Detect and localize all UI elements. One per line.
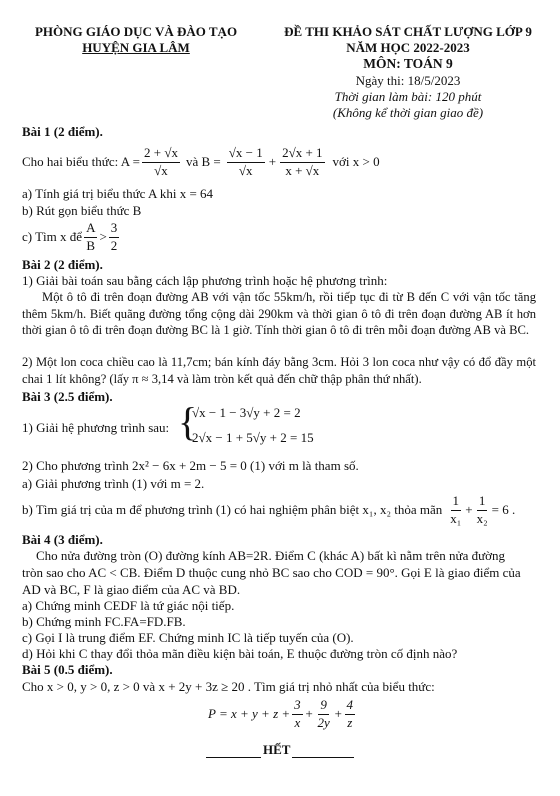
- divider-left: [206, 757, 261, 758]
- fraction-b1: $\frac{√x - 1}{√x}$: [228, 145, 263, 178]
- bai3-question-2: 2) Cho phương trình 2x² − 6x + 2m − 5 = 0 (1) với m là tham số.: [22, 458, 359, 473]
- duration: Thời gian làm bài: 120 phút: [334, 89, 482, 104]
- fraction-3-over-x: $\frac{3}{x}$: [294, 697, 301, 730]
- bai4-title: Bài 4 (3 điểm).: [22, 532, 103, 547]
- bai4-question-c: c) Gọi I là trung điểm EF. Chứng minh IC là tiếp tuyến của (O).: [22, 630, 354, 645]
- department-name: PHÒNG GIÁO DỤC VÀ ĐÀO TẠO: [34, 24, 238, 39]
- bai1-question-a: a) Tính giá trị biểu thức A khi x = 64: [22, 186, 214, 201]
- end-marker: HẾT: [206, 742, 354, 758]
- duration-note: (Không kể thời gian giao đề): [332, 105, 484, 120]
- bai1-title: Bài 1 (2 điểm).: [22, 124, 103, 139]
- fraction-1-over-x1: $\frac{1}{\text{x₁}}$: [450, 493, 462, 526]
- bai4-question-d: d) Hỏi khi C thay đổi thỏa mãn điều kiện bài toán, E thuộc đường tròn cố định nào?: [22, 646, 458, 661]
- bai1-intro: Cho hai biểu thức: A =: [22, 154, 141, 169]
- divider-right: [292, 757, 354, 758]
- bai1-question-c: c) Tìm x để $\frac{A}{B}$ > $\frac{3}{2}$: [22, 220, 118, 253]
- fraction-a: $\frac{2 + √x}{√x}$: [144, 145, 178, 178]
- bai5-expression: P = x + y + z + $\frac{3}{x}$ + $\frac{9}{2y}$ + $\frac{4}{z}$: [208, 697, 353, 730]
- fraction-9-over-2y: $\frac{9}{2y}$: [317, 697, 330, 730]
- bai2-title: Bài 2 (2 điểm).: [22, 257, 103, 272]
- bai3-title: Bài 3 (2.5 điểm).: [22, 389, 113, 404]
- bai2-part1-heading: 1) Giải bài toán sau bằng cách lập phương trình hoặc hệ phương trình:: [22, 273, 388, 288]
- bai4-intro-line2: tròn sao cho AC < CB. Điểm D thuộc cung nhỏ BC sao cho COD = 90°. Gọi E là giao điểm của: [22, 565, 521, 580]
- bai2-part1-body: Một ô tô đi trên đoạn đường AB với vận tốc 55km/h, rồi tiếp tục đi từ B đến C với vận tốc tăng thêm 5km/h. Biết quãng đường tổng cộng dài 290km và thời gian ô tô đi trên đoạn đường AB ít hơn thời gian ô tô đi trên đoạn đường BC là 1 giờ. Tính thời gian ô tô đi trên mỗi đoạn đường AB và BC.: [22, 290, 536, 338]
- fraction-4-over-z: $\frac{4}{z}$: [346, 697, 353, 730]
- bai1-expressions: [22, 142, 380, 182]
- system-equation-2: 2√x − 1 + 5√y + 2 = 15: [192, 430, 314, 445]
- system-brace: {: [178, 399, 198, 444]
- bai3-question-2a: a) Giải phương trình (1) với m = 2.: [22, 476, 205, 491]
- fraction-b2: $\frac{2√x + 1}{x + √x}$: [282, 145, 323, 178]
- exam-title: ĐỀ THI KHẢO SÁT CHẤT LƯỢNG LỚP 9: [284, 24, 532, 39]
- subject: MÔN: TOÁN 9: [363, 56, 453, 71]
- bai2-part2: 2) Một lon coca chiều cao là 11,7cm; bán kính đáy bằng 3cm. Hỏi 3 lon coca như vậy có đổ đầy một chai 1 lít không? (lấy π ≈ 3,14 và làm tròn kết quả đến chữ thập phân thứ nhất).: [22, 355, 536, 386]
- bai4-intro-line1: Cho nửa đường tròn (O) đường kính AB=2R. Điểm C (khác A) bất kì nằm trên nửa đường: [36, 548, 506, 563]
- school-year: NĂM HỌC 2022-2023: [346, 40, 470, 55]
- bai3-question-2b: b) Tìm giá trị của m để phương trình (1) có hai nghiệm phân biệt x₁, x₂ thỏa mãn $\frac{1}{\text{x₁}}$ + $\frac{1}{\text{x₂}}$ = 6 .: [22, 493, 516, 526]
- bai1-plus: +: [268, 154, 277, 169]
- fraction-a-over-b: $\frac{A}{B}$: [86, 220, 96, 253]
- fraction-three-halves: $\frac{3}{2}$: [110, 220, 118, 253]
- bai5-title: Bài 5 (0.5 điểm).: [22, 662, 113, 677]
- bai1-and: và B =: [185, 154, 221, 169]
- exam-date: Ngày thi: 18/5/2023: [355, 73, 461, 88]
- bai1-condition: với x > 0: [332, 154, 380, 169]
- bai4-question-b: b) Chứng minh FC.FA=FD.FB.: [22, 614, 186, 629]
- system-equation-1: √x − 1 − 3√y + 2 = 2: [192, 405, 301, 420]
- fraction-1-over-x2: $\frac{1}{\text{x₂}}$: [476, 493, 488, 526]
- bai4-intro-line3: AD và BC, F là giao điểm của AC và BD.: [22, 582, 241, 597]
- bai4-question-a: a) Chứng minh CEDF là tứ giác nội tiếp.: [22, 598, 235, 613]
- bai1-question-b: b) Rút gọn biểu thức B: [22, 203, 142, 218]
- bai5-condition: Cho x > 0, y > 0, z > 0 và x + 2y + 3z ≥ 20 . Tìm giá trị nhỏ nhất của biểu thức:: [22, 679, 435, 694]
- bai3-question-1: 1) Giải hệ phương trình sau:: [22, 420, 170, 435]
- district-name: HUYỆN GIA LÂM: [82, 40, 190, 55]
